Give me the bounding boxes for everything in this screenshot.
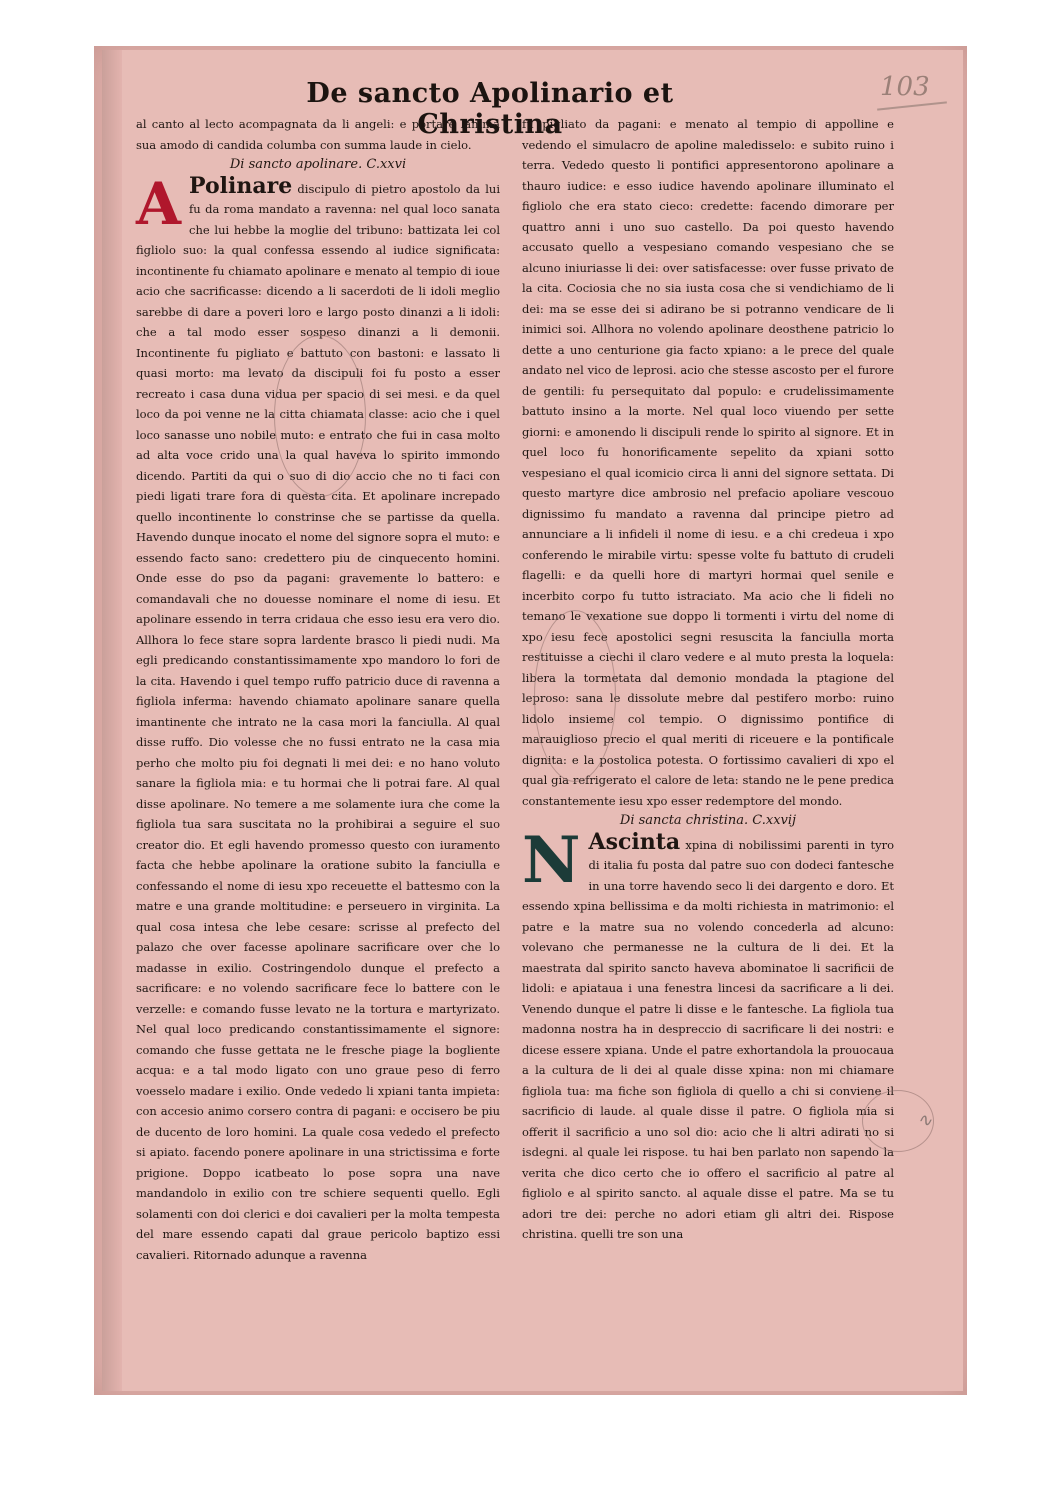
watermark-loop-right [534,610,616,782]
folio-number: 103 [880,72,930,102]
running-head: De sancto Apolinario et Christina [306,78,674,140]
margin-flourish-icon: ∿ [917,1110,933,1131]
scanned-page [94,46,967,1395]
chapter-heading-apolinare: Di sancto apolinare. C.xxvi [229,157,407,172]
folio-underline [877,101,947,110]
lead-word-polinare: Polinare [189,172,293,199]
christina-paragraph [522,822,894,1245]
paper-leaf [102,50,963,1391]
christina-text: xpina di nobilissimi parenti in tyro di italia fu posta dal patre suo con dodeci fantesche in una torre havendo seco li dei dargento e doro. Et essendo xpina bellissima e da molti richiesta in matrimonio: el patre e la matre sua no volendo concederla ad alcuno: volevano che permanesse ne la cultura de li dei. Et la maestrata dal spirito sancto haveva abominatoe li sacrificii de lidoli: e apiataua i una fenestra lincesi da sacrificare a li dei. Venendo dunque el patre li disse e le fantesche. La figliola tua madonna nostra ha in despreccio di sacrificare li dei nostri: e dicese essere xpiana. Unde el patre exhortandola la prouocaua a la cultura de li dei al quale disse xpina: non mi chiamare figliola tua: ma fiche son figliola di quello a chi si conviene il sacrificio di laude. al quale disse il patre. O figliola mia si offerit il sacrificio a uno sol dio: acio che li altri adirati no si isdegni. al quale lei rispose. tu hai ben parlato non sapendo la verita che dico certo che io offero el sacrificio al patre al figliolo e al spirito sancto. al aquale disse el patre. Ma se tu adori tre dei: perche no adori etiam gli altri dei. Rispose christina. quelli tre son una [522,837,894,1241]
lead-word-ascinta: Ascinta [588,828,681,855]
chapter-heading-christina: Di sancta christina. C.xxvij [619,813,797,828]
apolinare-text: discipulo di pietro apostolo da lui fu da roma mandato a ravenna: nel qual loco sanata che lui hebbe la moglie del tribuno: battizata lei col figliolo suo: la qual confessa essendo al iudice significata: incontinente fu chiamato apolinare e menato al tempio di ioue acio che sacrificasse: dicendo a li sacerdoti de li idoli meglio sarebbe di dare a poveri loro e largo posto dinanzi a li idoli: che a tal modo esser sospeso dinanzi a li demonii. Incontinente fu pigliato e battuto con bastoni: e lassato li quasi morto: ma levato da discipuli foi fu posto a esser recreato i casa duna vidua per spacio di sei mesi. e da quel loco da poi venne ne la citta chiamata classe: acio che i quel loco sanasse uno nobile muto: e entrato che fui in casa molto ad alta voce crido una la qual haveva lo spirito immondo dicendo. Partiti da qui o suo di dio accio che no ti faci con piedi ligati trare fora di questa cita. Et apolinare increpado quello incontinente lo constrinse che se partisse da quella. Havendo dunque inocato el nome del signore sopra el muto: e essendo facto sano: credettero piu de cinquecento homini. Onde esse do pso da pagani: gravemente lo battero: e comandavali che no douesse nominare el nome di iesu. Et apolinare essendo in terra cridaua che esso iesu era vero dio. Allhora lo fece stare sopra lardente brasco li piedi nudi. Ma egli predicando constantissimamente xpo mandoro lo fori de la cita. Havendo i quel tempo ruffo patricio duce di ravenna a figliola inferma: havendo chiamato apolinare sanare quella imantinente che intrato ne la casa mori la fanciulla. Al qual disse ruffo. Dio volesse che no fussi entrato ne la casa mia perho che molto piu foi degnati li mei dei: e no hano voluto sanare la figliola mia: e tu hormai che li potrai fare. Al qual disse apolinare. No temere a me solamente iura che come la figliola tua sara suscitata no la prohibirai a seguire el suo creator dio. Et egli havendo promesso questo con iuramento facta che hebbe apolinare la oratione subito la fanciulla e confessando el nome di iesu xpo receuette el battesmo con la matre e una grande moltitudine: e perseuero in virginita. La qual cosa intesa che lebe cesare: scrisse al prefecto del palazo che over facesse apolinare sacrificare over che lo madasse in exilio. Costringendolo dunque el prefecto a sacrificare: e no volendo sacrificare fece lo battere con le verzelle: e comando fusse levato ne la tortura e martyrizato. Nel qual loco predicando constantissimamente el signore: comando che fusse gettata ne le fresche piage la bogliente acqua: e a tal modo ligato con uno graue peso di ferro voesselo madare i exilio. Onde vededo li xpiani tanta impieta: con accesio animo corsero contra di pagani: e occisero be piu de ducento de loro homini. La quale cosa vededo el prefecto si apiato. facendo ponere apolinare in una strictissima e forte prigione. Doppo icatbeato lo pose sopra una nave mandandolo in exilio con tre schiere sequenti quello. Egli solamenti con doi clerici e doi cavalieri per la molta tempesta del mare essendo capati dal graue pericolo baptizo essi cavalieri. Ritornado adunque a ravenna [136,181,500,1262]
red-initial-a: A [136,169,182,238]
watermark-loop-left [274,335,366,497]
binding-edge [102,50,122,1391]
left-intro: al canto al lecto acompagnata da li angeli: e portare lanima sua amodo di candida columba con summa laude in cielo. [136,117,500,152]
left-column [136,114,500,1265]
green-initial-n: N [522,822,581,898]
apolinare-continued-text: fu pigliato da pagani: e menato al tempio di appolline e vedendo el simulacro de apoline maledisselo: e subito ruino i terra. Vededo questo li pontifici appresentorono apolinare a thauro iudice: e esso iudice havendo apolinare illuminato el figliolo che era stato cieco: credette: facendo dimorare per quattro anni i uno suo castello. Da poi questo havendo accusato quello a vespesiano comando vespesiano che se alcuno iniuriasse li dei: over satisfacesse: over fusse privato de la cita. Cociosia che no sia iusta cosa che si vendichiamo de li dei: ma se esse dei si adirano be si potranno vendicare de li inimici soi. Allhora no volendo apolinare deosthene patricio lo dette a uno centurione gia facto xpiano: a le prece del quale andato nel vico de leprosi. acio che stesse ascosto per el furore de gentili: fu persequitato dal populo: e crudelissimamente battuto insino a la morte. Nel qual loco viuendo per sette giorni: e amonendo li discipuli rende lo spirito al signore. Et in quel loco fu honorificamente sepelito da xpiani sotto vespesiano el qual icomicio circa li anni del signore settata. Di questo martyre dice ambrosio nel prefacio apoliare vescouo dignissimo fu mandato a ravenna dal principe pietro ad annunciare a li infideli il nome di iesu. e a chi credeua i xpo conferendo le mirabile virtu: spesse volte fu battuto di crudeli flagelli: e da quelli hore di martyri hormai quel senile e incerbito corpo fu tutto istraciato. Ma acio che li fideli no temano le vexatione sue doppo li tormenti i virtu del nome di xpo iesu fece apostolici segni resuscita la fanciulla morta restituisse a ciechi il claro vedere e al muto presta la loquela: libera la tormetata dal demonio mondada la ptagione del leproso: sana le dissolute mebre dal pestifero morbo: ruino lidolo insieme col tempio. O dignissimo pontifice di marauiglioso precio el qual meriti di riceuere e la pontificale dignita: e la postolica potesta. O fortissimo cavalieri di xpo el qual gia refrigerato el calore de leta: stando ne le pene predica constantemente iesu xpo esser redemptore del mondo. [522,117,894,808]
